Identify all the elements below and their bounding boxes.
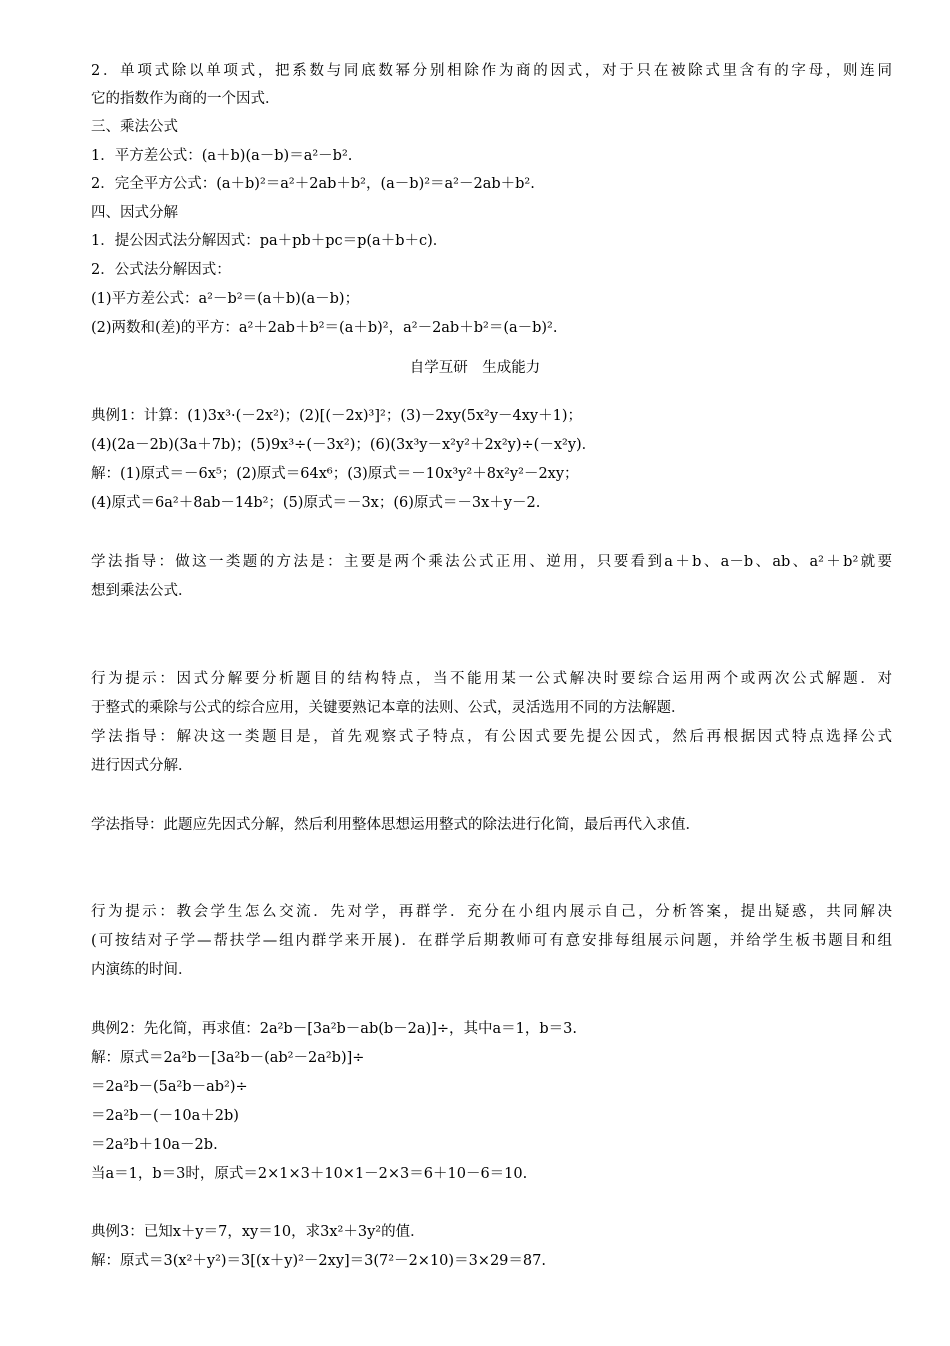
text-line: (4)原式＝6a²＋8ab－14b²；(5)原式＝－3x；(6)原式＝－3x＋y－2. bbox=[91, 495, 541, 511]
text-line: 典例3：已知x＋y＝7，xy＝10，求3x²＋3y²的值． bbox=[91, 1224, 425, 1240]
text-line: 进行因式分解． bbox=[91, 758, 193, 774]
text-line: (可按结对子学—帮扶学—组内群学来开展)．在群学后期教师可有意安排每组展示问题，并给学生板书题目和组 bbox=[91, 933, 892, 949]
text-line: 典例2：先化简，再求值：2a²b－[3a²b－ab(b－2a)]÷，其中a＝1，b＝3. bbox=[91, 1021, 577, 1037]
text-line: 行为提示：教会学生怎么交流．先对学，再群学．充分在小组内展示自己，分析答案，提出疑惑，共同解决 bbox=[91, 904, 892, 920]
text-line: 2．单项式除以单项式，把系数与同底数幂分别相除作为商的因式，对于只在被除式里含有的字母，则连同 bbox=[91, 63, 892, 79]
text-line: 典例1：计算：(1)3x³·(－2x²)；(2)[(－2x)³]²；(3)－2xy(5x²y－4xy＋1)； bbox=[91, 408, 582, 424]
text-line: 学法指导：做这一类题的方法是：主要是两个乘法公式正用、逆用，只要看到a＋b、a－b、ab、a²＋b²就要 bbox=[91, 554, 892, 570]
text-line: (4)(2a－2b)(3a＋7b)；(5)9x³÷(－3x²)；(6)(3x³y－x²y²＋2x²y)÷(－x²y)． bbox=[91, 437, 597, 453]
text-line: (2)两数和(差)的平方：a²＋2ab＋b²＝(a＋b)²，a²－2ab＋b²＝(a－b)². bbox=[91, 320, 558, 336]
text-line: 三、乘法公式 bbox=[91, 119, 178, 135]
text-line: 它的指数作为商的一个因式． bbox=[91, 91, 280, 107]
text-line: 2．公式法分解因式： bbox=[91, 262, 231, 278]
text-line: 解：原式＝2a²b－[3a²b－(ab²－2a²b)]÷ bbox=[91, 1050, 365, 1066]
text-line: 行为提示：因式分解要分析题目的结构特点，当不能用某一公式解决时要综合运用两个或两次公式解题．对 bbox=[91, 671, 892, 687]
text-line: 学法指导：解决这一类题目是，首先观察式子特点，有公因式要先提公因式，然后再根据因式特点选择公式 bbox=[91, 729, 892, 745]
text-line: (1)平方差公式：a²－b²＝(a＋b)(a－b)； bbox=[91, 291, 360, 307]
text-line: ＝2a²b－(－10a＋2b) bbox=[91, 1108, 239, 1124]
text-line: 内演练的时间． bbox=[91, 962, 193, 978]
text-line: 于整式的乘除与公式的综合应用，关键要熟记本章的法则、公式，灵活选用不同的方法解题． bbox=[91, 700, 686, 716]
section-heading: 自学互研 生成能力 bbox=[409, 360, 541, 376]
text-line: 四、因式分解 bbox=[91, 205, 178, 221]
text-line: 解：原式＝3(x²＋y²)＝3[(x＋y)²－2xy]＝3(7²－2×10)＝3×29＝87. bbox=[91, 1253, 546, 1269]
text-line: 学法指导：此题应先因式分解，然后利用整体思想运用整式的除法进行化简，最后再代入求值． bbox=[91, 817, 700, 833]
text-line: 当a＝1，b＝3时，原式＝2×1×3＋10×1－2×3＝6＋10－6＝10. bbox=[91, 1166, 528, 1182]
text-line: 想到乘法公式． bbox=[91, 583, 193, 599]
text-line: ＝2a²b－(5a²b－ab²)÷ bbox=[91, 1079, 248, 1095]
text-line: 1．平方差公式：(a＋b)(a－b)＝a²－b². bbox=[91, 148, 353, 164]
text-line: 2．完全平方公式：(a＋b)²＝a²＋2ab＋b²，(a－b)²＝a²－2ab＋b². bbox=[91, 176, 535, 192]
text-line: 解：(1)原式＝－6x⁵；(2)原式＝64x⁶；(3)原式＝－10x³y²＋8x²y²－2xy； bbox=[91, 466, 579, 482]
text-line: ＝2a²b＋10a－2b. bbox=[91, 1137, 218, 1153]
text-line: 1．提公因式法分解因式：pa＋pb＋pc＝p(a＋b＋c)． bbox=[91, 233, 448, 249]
